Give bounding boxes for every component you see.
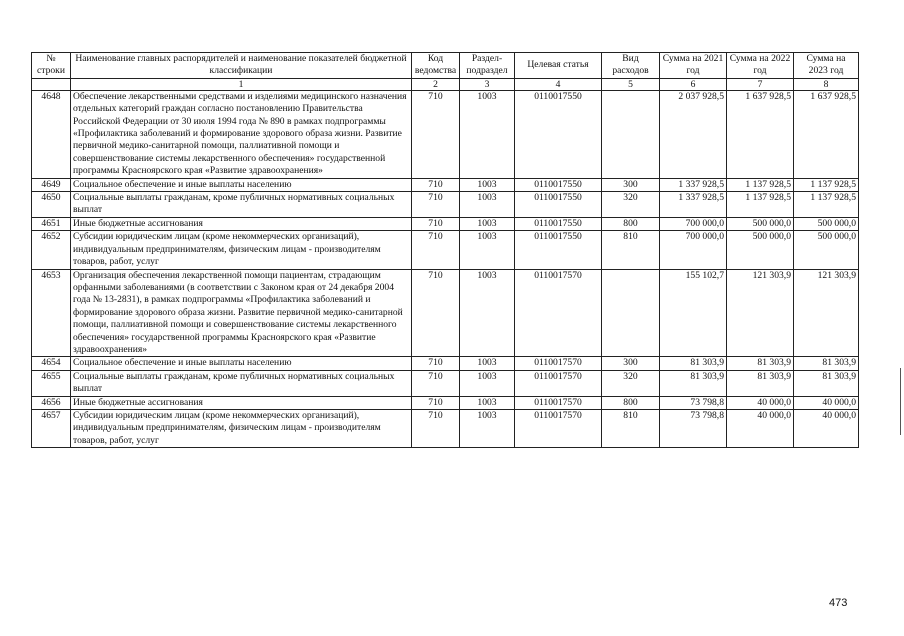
column-number-row (32, 78, 859, 90)
row-target-article: 0110017550 (515, 178, 602, 191)
row-department-code: 710 (412, 192, 460, 218)
row-target-article: 0110017550 (515, 192, 602, 218)
col-header-section: Раздел-подраздел (460, 53, 515, 79)
table-row (32, 90, 859, 178)
col-header-expense-type: Вид расходов (602, 53, 660, 79)
row-name: Субсидии юридическим лицам (кроме некоммерческих организаций), индивидуальным предпринимателям, физическим лицам - производителям товаров, работ, услуг (71, 409, 412, 447)
table-row (32, 217, 859, 230)
table-row (32, 396, 859, 409)
row-expense-type: 300 (602, 357, 660, 370)
row-sum-2021: 1 337 928,5 (660, 178, 727, 191)
row-sum-2023: 81 303,9 (794, 370, 859, 396)
row-number: 4650 (32, 192, 71, 218)
row-name: Субсидии юридическим лицам (кроме некоммерческих организаций), индивидуальным предпринимателям, физическим лицам - производителям товаров, работ, услуг (71, 231, 412, 269)
row-sum-2022: 121 303,9 (727, 269, 794, 357)
row-sum-2022: 40 000,0 (727, 409, 794, 447)
row-department-code: 710 (412, 396, 460, 409)
budget-table (31, 52, 859, 448)
row-expense-type: 320 (602, 370, 660, 396)
col-number: 5 (602, 78, 660, 90)
col-number: 2 (412, 78, 460, 90)
row-sum-2021: 700 000,0 (660, 231, 727, 269)
table-row (32, 178, 859, 191)
row-expense-type: 810 (602, 409, 660, 447)
row-sum-2023: 1 137 928,5 (794, 178, 859, 191)
row-department-code: 710 (412, 357, 460, 370)
row-sum-2022: 500 000,0 (727, 231, 794, 269)
row-section: 1003 (460, 396, 515, 409)
row-sum-2023: 1 637 928,5 (794, 90, 859, 178)
row-section: 1003 (460, 178, 515, 191)
row-name: Обеспечение лекарственными средствами и изделиями медицинского назначения отдельных категорий граждан согласно постановлению Правительства Российской Федерации от 30 июля 1994 года № 890 в рамках подпрограммы «Профилактика заболеваний и формирование здорового образа жизни. Развитие первичной медико-санитарной помощи, паллиативной помощи и совершенствование системы лекарственного обеспечения» государственной программы Красноярского края «Развитие здравоохранения» (71, 90, 412, 178)
col-number: 6 (660, 78, 727, 90)
row-target-article: 0110017550 (515, 90, 602, 178)
row-number: 4651 (32, 217, 71, 230)
col-number: 4 (515, 78, 602, 90)
row-section: 1003 (460, 370, 515, 396)
table-row (32, 357, 859, 370)
row-name: Социальные выплаты гражданам, кроме публичных нормативных социальных выплат (71, 370, 412, 396)
row-department-code: 710 (412, 409, 460, 447)
col-number: 8 (794, 78, 859, 90)
col-header-sum-2022: Сумма на 2022 год (727, 53, 794, 79)
row-number: 4653 (32, 269, 71, 357)
col-header-sum-2021: Сумма на 2021 год (660, 53, 727, 79)
row-target-article: 0110017570 (515, 269, 602, 357)
row-sum-2023: 1 137 928,5 (794, 192, 859, 218)
row-section: 1003 (460, 357, 515, 370)
row-department-code: 710 (412, 231, 460, 269)
col-number: 1 (71, 78, 412, 90)
row-section: 1003 (460, 269, 515, 357)
col-number: 3 (460, 78, 515, 90)
row-sum-2021: 700 000,0 (660, 217, 727, 230)
row-department-code: 710 (412, 269, 460, 357)
row-sum-2022: 1 137 928,5 (727, 192, 794, 218)
row-name: Иные бюджетные ассигнования (71, 396, 412, 409)
row-name: Организация обеспечения лекарственной помощи пациентам, страдающим орфанными заболеваниями (в соответствии с Законом края от 24 декабря 2004 года № 13-2831), в рамках подпрограммы «Профилактика заболеваний и формирование здорового образа жизни. Развитие первичной медико-санитарной помощи, паллиативной помощи и совершенствование системы лекарственного обеспечения» государственной программы Красноярского края «Развитие здравоохранения» (71, 269, 412, 357)
row-sum-2023: 81 303,9 (794, 357, 859, 370)
row-sum-2021: 81 303,9 (660, 370, 727, 396)
row-expense-type: 300 (602, 178, 660, 191)
row-department-code: 710 (412, 90, 460, 178)
row-sum-2021: 1 337 928,5 (660, 192, 727, 218)
row-sum-2022: 500 000,0 (727, 217, 794, 230)
row-department-code: 710 (412, 178, 460, 191)
row-target-article: 0110017550 (515, 217, 602, 230)
row-section: 1003 (460, 90, 515, 178)
row-target-article: 0110017570 (515, 409, 602, 447)
row-expense-type: 320 (602, 192, 660, 218)
row-sum-2021: 73 798,8 (660, 396, 727, 409)
row-section: 1003 (460, 231, 515, 269)
row-department-code: 710 (412, 217, 460, 230)
row-sum-2023: 500 000,0 (794, 217, 859, 230)
row-number: 4655 (32, 370, 71, 396)
row-name: Иные бюджетные ассигнования (71, 217, 412, 230)
row-sum-2022: 1 137 928,5 (727, 178, 794, 191)
scroll-edge-mark (900, 368, 901, 435)
col-number: 7 (727, 78, 794, 90)
row-sum-2023: 500 000,0 (794, 231, 859, 269)
row-section: 1003 (460, 409, 515, 447)
col-header-target-article: Целевая статья (515, 53, 602, 79)
row-sum-2021: 155 102,7 (660, 269, 727, 357)
row-sum-2022: 81 303,9 (727, 370, 794, 396)
row-sum-2022: 40 000,0 (727, 396, 794, 409)
row-department-code: 710 (412, 370, 460, 396)
header-row (32, 53, 859, 79)
table-row (32, 269, 859, 357)
col-number (32, 78, 71, 90)
col-header-department-code: Код ведомства (412, 53, 460, 79)
row-number: 4657 (32, 409, 71, 447)
row-expense-type (602, 269, 660, 357)
row-sum-2021: 73 798,8 (660, 409, 727, 447)
row-expense-type: 800 (602, 396, 660, 409)
row-expense-type (602, 90, 660, 178)
row-sum-2021: 2 037 928,5 (660, 90, 727, 178)
col-header-row-number: № строки (32, 53, 71, 79)
row-sum-2022: 1 637 928,5 (727, 90, 794, 178)
row-target-article: 0110017570 (515, 357, 602, 370)
row-number: 4656 (32, 396, 71, 409)
table-row (32, 231, 859, 269)
row-name: Социальное обеспечение и иные выплаты населению (71, 178, 412, 191)
table-row (32, 409, 859, 447)
row-target-article: 0110017550 (515, 231, 602, 269)
row-number: 4654 (32, 357, 71, 370)
row-sum-2023: 121 303,9 (794, 269, 859, 357)
row-sum-2022: 81 303,9 (727, 357, 794, 370)
row-number: 4649 (32, 178, 71, 191)
row-sum-2023: 40 000,0 (794, 409, 859, 447)
row-expense-type: 810 (602, 231, 660, 269)
row-expense-type: 800 (602, 217, 660, 230)
row-section: 1003 (460, 217, 515, 230)
row-target-article: 0110017570 (515, 370, 602, 396)
row-sum-2021: 81 303,9 (660, 357, 727, 370)
row-target-article: 0110017570 (515, 396, 602, 409)
table-row (32, 192, 859, 218)
row-name: Социальное обеспечение и иные выплаты населению (71, 357, 412, 370)
col-header-sum-2023: Сумма на 2023 год (794, 53, 859, 79)
row-number: 4648 (32, 90, 71, 178)
table-row (32, 370, 859, 396)
page-number: 473 (829, 597, 848, 609)
col-header-name: Наименование главных распорядителей и наименование показателей бюджетной классификации (71, 53, 412, 79)
row-name: Социальные выплаты гражданам, кроме публичных нормативных социальных выплат (71, 192, 412, 218)
row-section: 1003 (460, 192, 515, 218)
row-sum-2023: 40 000,0 (794, 396, 859, 409)
row-number: 4652 (32, 231, 71, 269)
